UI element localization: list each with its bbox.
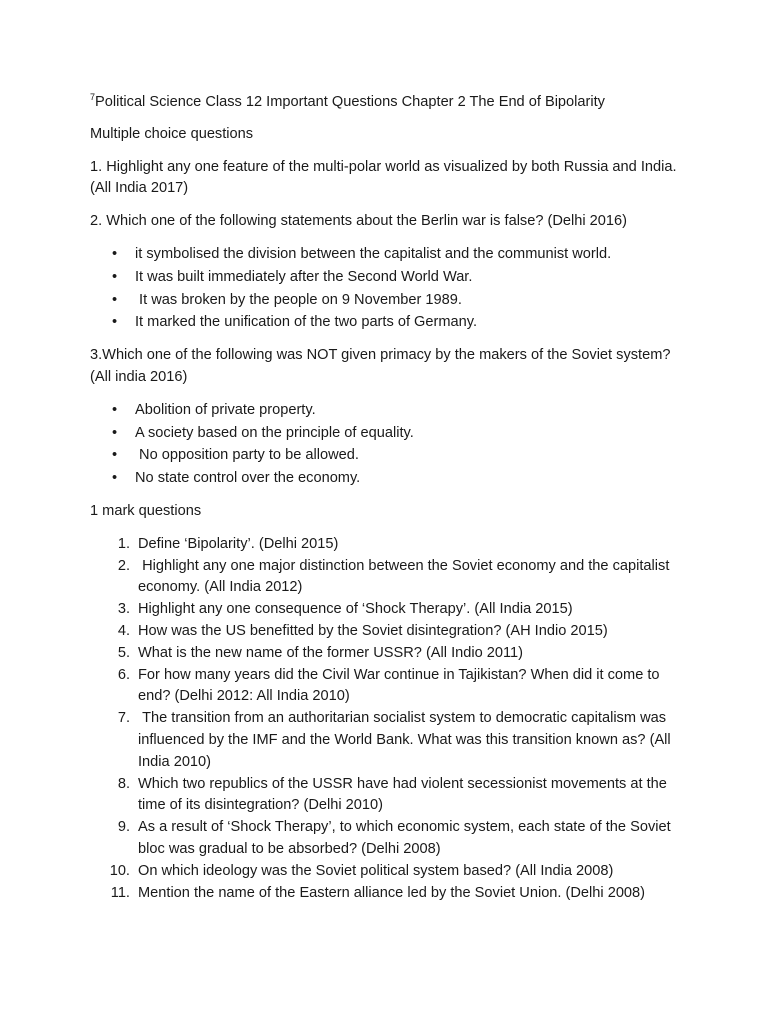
question-text: The transition from an authoritarian socialist system to democratic capitalism was influenced by the IMF and the World Bank. What was this transition known as? (All India 2010) [138, 710, 675, 770]
question-text: As a result of ‘Shock Therapy’, to which economic system, each state of the Soviet bloc was gradual to be absorbed? (Delhi 2008) [138, 819, 671, 857]
bullet-icon: • [112, 291, 118, 308]
question-text: On which ideology was the Soviet political system based? (All India 2008) [138, 862, 614, 879]
list-item [90, 774, 685, 818]
question-text: Which two republics of the USSR have had violent secessionist movements at the time of its disintegration? (Delhi 2010) [138, 775, 667, 814]
question-text: For how many years did the Civil War continue in Tajikistan? When did it come to end? (Delhi 2012: All India 2010) [138, 666, 660, 705]
list-item [90, 708, 685, 773]
list-item [90, 290, 685, 312]
question-1: 1. Highlight any one feature of the multi-polar world as visualized by both Russia and India. (All India 2017) [90, 158, 677, 197]
list-item [90, 643, 685, 665]
list-item [90, 861, 685, 883]
question-3: 3.Which one of the following was NOT given primacy by the makers of the Soviet system? (All india 2016) [90, 347, 671, 385]
list-number: 4. [117, 622, 130, 639]
list-number: 3. [117, 601, 130, 618]
list-number: 6. [117, 666, 130, 683]
option-text: It marked the unification of the two parts of Germany. [135, 314, 478, 331]
page-title-text: Political Science Class 12 Important Questions Chapter 2 The End of Bipolarity [95, 94, 605, 110]
question-text: Highlight any one consequence of ‘Shock Therapy’. (All India 2015) [138, 601, 573, 618]
document-page [90, 92, 685, 904]
list-number: 9. [117, 819, 130, 836]
list-item [90, 883, 685, 905]
list-number: 5. [117, 644, 130, 661]
list-item [90, 244, 685, 266]
question-text: How was the US benefitted by the Soviet disintegration? (AH Indio 2015) [138, 622, 608, 639]
option-text: Abolition of private property. [135, 401, 316, 418]
list-number: 7. [117, 710, 130, 727]
list-item [90, 312, 685, 334]
list-item [90, 400, 685, 422]
list-number: 11. [110, 884, 130, 901]
list-item [90, 445, 685, 467]
question-text: Highlight any one major distinction between the Soviet economy and the capitalist economy. (All India 2012) [138, 557, 674, 596]
footnote-marker: 7 [90, 92, 96, 103]
question-text: What is the new name of the former USSR? (All Indio 2011) [138, 644, 524, 661]
list-item [90, 599, 685, 621]
section-heading-one-mark: 1 mark questions [90, 502, 202, 519]
section-heading-mcq: Multiple choice questions [90, 125, 254, 142]
option-text: No opposition party to be allowed. [135, 447, 359, 464]
list-number: 10. [109, 862, 130, 879]
list-item [90, 665, 685, 709]
option-text: It was built immediately after the Second World War. [135, 268, 473, 285]
list-number: 2. [117, 557, 130, 574]
bullet-icon: • [112, 268, 118, 285]
bullet-icon: • [112, 447, 118, 464]
bullet-icon: • [112, 424, 118, 441]
question-2-options [90, 244, 685, 334]
bullet-icon: • [112, 470, 118, 487]
list-item [90, 817, 685, 861]
question-text: Define ‘Bipolarity’. (Delhi 2015) [138, 535, 339, 552]
option-text: A society based on the principle of equality. [135, 424, 414, 441]
question-text: Mention the name of the Eastern alliance led by the Soviet Union. (Delhi 2008) [138, 884, 646, 901]
bullet-icon: • [112, 401, 118, 418]
option-text: It was broken by the people on 9 November 1989. [135, 291, 462, 308]
option-text: it symbolised the division between the capitalist and the communist world. [135, 245, 612, 262]
list-number: 1. [117, 535, 130, 552]
list-item [90, 468, 685, 490]
list-item [90, 423, 685, 445]
list-item [90, 534, 685, 556]
question-3-options [90, 400, 685, 490]
option-text: No state control over the economy. [135, 470, 361, 487]
list-item [90, 556, 685, 600]
bullet-icon: • [112, 314, 118, 331]
list-number: 8. [117, 775, 130, 792]
list-item [90, 621, 685, 643]
question-2: 2. Which one of the following statements about the Berlin war is false? (Delhi 2016) [90, 213, 628, 230]
bullet-icon: • [112, 245, 118, 262]
one-mark-question-list [90, 534, 685, 905]
list-item [90, 267, 685, 289]
page-title [90, 92, 685, 114]
